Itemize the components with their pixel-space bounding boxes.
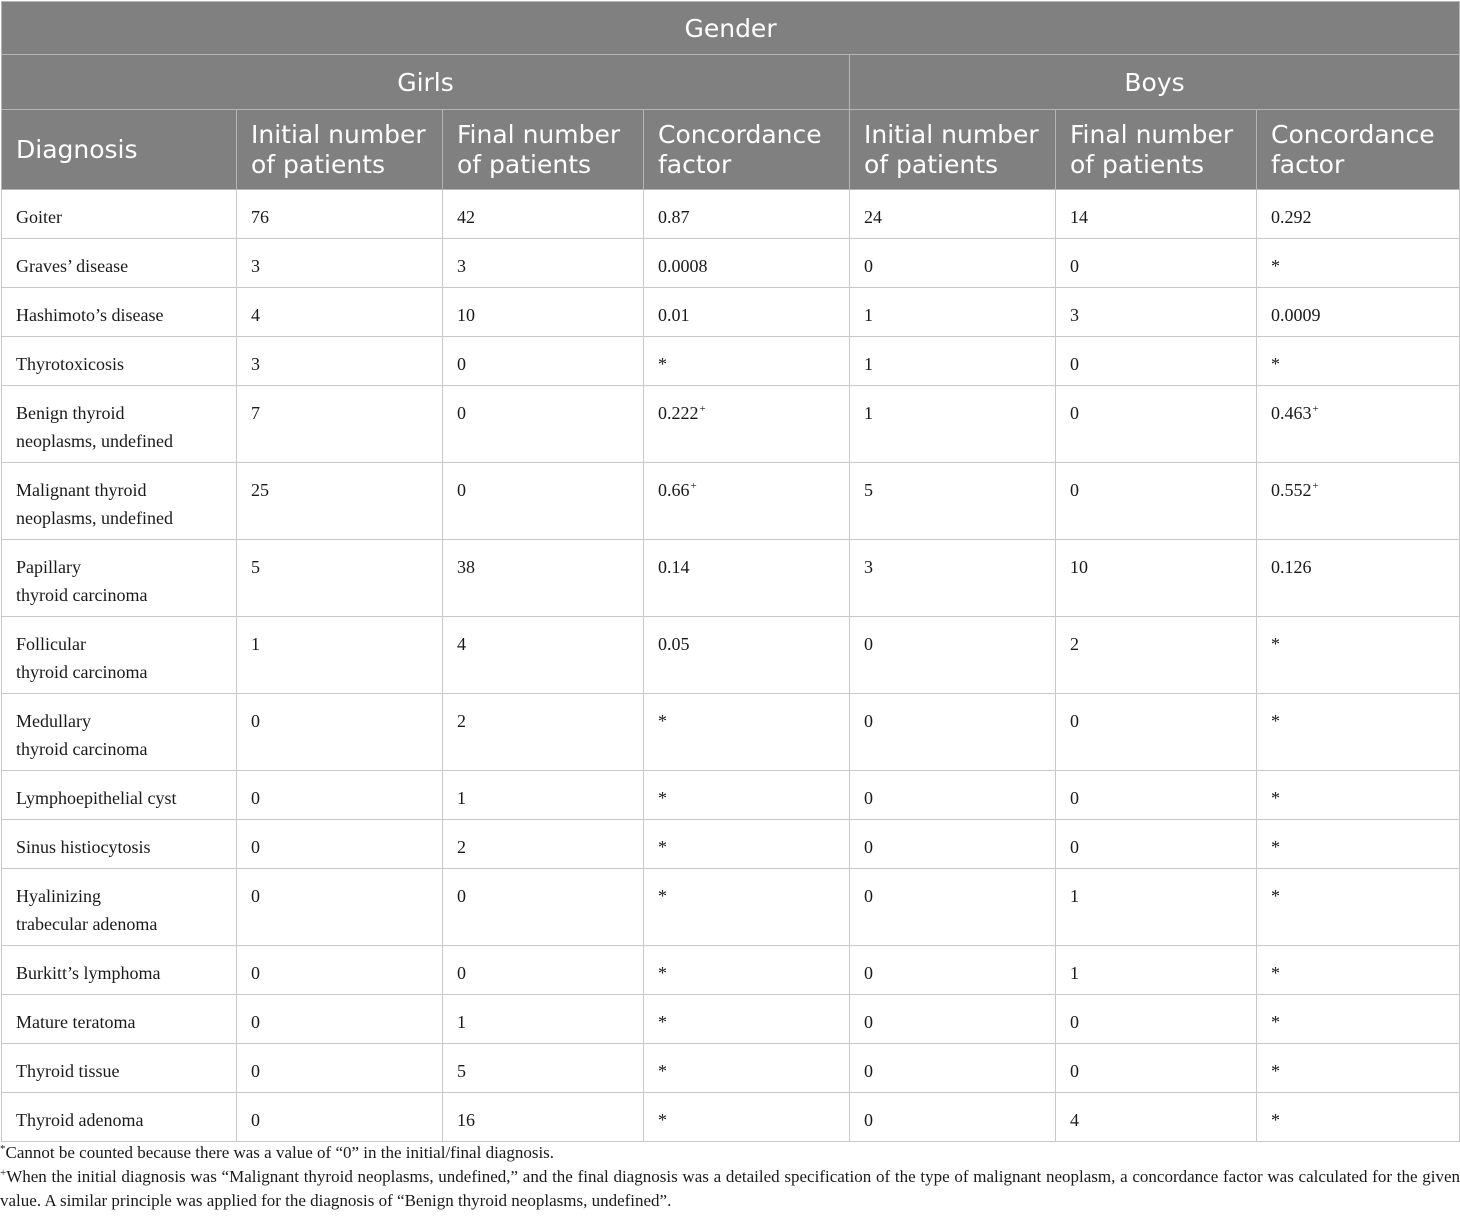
- diagnosis-cell: [2, 771, 237, 820]
- cell-value: *: [1271, 711, 1280, 731]
- boys-initial-cell: [850, 946, 1056, 995]
- boys-initial-cell: [850, 771, 1056, 820]
- diagnosis-line: Thyrotoxicosis: [16, 354, 124, 374]
- diagnosis-line: Benign thyroid: [16, 403, 125, 423]
- cell-value: *: [658, 788, 667, 808]
- table-body: [2, 190, 1460, 1142]
- table-row: [2, 1093, 1460, 1142]
- boys-final-cell: [1056, 239, 1257, 288]
- girls-final-cell: [443, 771, 644, 820]
- cell-value: 0: [1070, 711, 1079, 731]
- cell-value: 0: [457, 963, 466, 983]
- cell-value: 0: [864, 963, 873, 983]
- girls-initial-cell: [237, 288, 443, 337]
- girls-final-cell: [443, 463, 644, 540]
- cell-value: 0: [251, 886, 260, 906]
- boys-concordance-cell: [1257, 946, 1460, 995]
- cell-value: 3: [457, 256, 466, 276]
- boys-concordance-cell: [1257, 694, 1460, 771]
- boys-concordance-cell: [1257, 1044, 1460, 1093]
- boys-final-cell: [1056, 288, 1257, 337]
- cell-value: 3: [1070, 305, 1079, 325]
- cell-value: 0.0008: [658, 256, 708, 276]
- boys-initial-cell: [850, 337, 1056, 386]
- cell-value: *: [658, 837, 667, 857]
- girls-concordance-cell: [644, 946, 850, 995]
- diagnosis-table: [1, 1, 1460, 1142]
- girls-initial-cell: [237, 771, 443, 820]
- diagnosis-line: Lymphoepithelial cyst: [16, 788, 177, 808]
- cell-value: 0.292: [1271, 207, 1312, 227]
- table-row: [2, 463, 1460, 540]
- cell-value: 16: [457, 1110, 475, 1130]
- table-row: [2, 694, 1460, 771]
- cell-value: *: [1271, 1012, 1280, 1032]
- diagnosis-line: Sinus histiocytosis: [16, 837, 151, 857]
- boys-concordance-cell: [1257, 540, 1460, 617]
- cell-value: 4: [1070, 1110, 1079, 1130]
- footnote-star-mark: *: [0, 1143, 6, 1155]
- girls-initial-cell: [237, 820, 443, 869]
- cell-value: 5: [251, 557, 260, 577]
- gender-header: Gender: [2, 2, 1460, 55]
- cell-value: 4: [251, 305, 260, 325]
- boys-final-cell: [1056, 820, 1257, 869]
- diagnosis-cell: [2, 869, 237, 946]
- boys-concordance-cell: [1257, 617, 1460, 694]
- boys-concordance-cell: [1257, 337, 1460, 386]
- footnote-plus: [0, 1165, 1460, 1213]
- cell-value: 0: [864, 837, 873, 857]
- column-header-boys-initial: Initial number of patients: [850, 110, 1056, 190]
- diagnosis-line: Medullary: [16, 711, 91, 731]
- cell-value: 0: [864, 1012, 873, 1032]
- girls-concordance-cell: [644, 869, 850, 946]
- boys-concordance-cell: [1257, 463, 1460, 540]
- boys-final-cell: [1056, 995, 1257, 1044]
- diagnosis-line: Thyroid tissue: [16, 1061, 120, 1081]
- boys-initial-cell: [850, 239, 1056, 288]
- cell-value: 42: [457, 207, 475, 227]
- cell-value: 0.01: [658, 305, 690, 325]
- girls-final-cell: [443, 946, 644, 995]
- cell-value: 5: [457, 1061, 466, 1081]
- cell-value: 1: [457, 788, 466, 808]
- boys-concordance-cell: [1257, 995, 1460, 1044]
- cell-value: 1: [1070, 886, 1079, 906]
- girls-initial-cell: [237, 869, 443, 946]
- cell-value: 10: [1070, 557, 1088, 577]
- table-row: [2, 771, 1460, 820]
- girls-initial-cell: [237, 617, 443, 694]
- diagnosis-cell: [2, 820, 237, 869]
- cell-value: *: [1271, 788, 1280, 808]
- diagnosis-line: Goiter: [16, 207, 62, 227]
- cell-value: 0: [1070, 403, 1079, 423]
- diagnosis-cell: [2, 946, 237, 995]
- girls-concordance-cell: [644, 288, 850, 337]
- boys-final-cell: [1056, 386, 1257, 463]
- diagnosis-cell: [2, 239, 237, 288]
- cell-value: 0.14: [658, 557, 690, 577]
- cell-value: 1: [1070, 963, 1079, 983]
- diagnosis-cell: [2, 1044, 237, 1093]
- table-row: [2, 288, 1460, 337]
- cell-value: 38: [457, 557, 475, 577]
- girls-concordance-cell: [644, 694, 850, 771]
- boys-final-cell: [1056, 617, 1257, 694]
- girls-final-cell: [443, 337, 644, 386]
- cell-value: 0.87: [658, 207, 690, 227]
- boys-initial-cell: [850, 869, 1056, 946]
- diagnosis-line: Hashimoto’s disease: [16, 305, 164, 325]
- footnote-marker: +: [1312, 480, 1319, 492]
- girls-final-cell: [443, 239, 644, 288]
- boys-final-cell: [1056, 771, 1257, 820]
- cell-value: *: [658, 1012, 667, 1032]
- cell-value: 0: [251, 1012, 260, 1032]
- cell-value: *: [658, 1061, 667, 1081]
- diagnosis-cell: [2, 463, 237, 540]
- girls-final-cell: [443, 386, 644, 463]
- boys-initial-cell: [850, 694, 1056, 771]
- girls-concordance-cell: [644, 995, 850, 1044]
- diagnosis-line: neoplasms, undefined: [16, 508, 173, 528]
- cell-value: 0.552: [1271, 480, 1312, 500]
- cell-value: 0.66: [658, 480, 690, 500]
- cell-value: 0.0009: [1271, 305, 1321, 325]
- diagnosis-cell: [2, 386, 237, 463]
- girls-initial-cell: [237, 995, 443, 1044]
- column-header-girls-final: Final number of patients: [443, 110, 644, 190]
- girls-concordance-cell: [644, 771, 850, 820]
- girls-concordance-cell: [644, 386, 850, 463]
- cell-value: 2: [457, 711, 466, 731]
- cell-value: 0: [251, 963, 260, 983]
- girls-initial-cell: [237, 386, 443, 463]
- cell-value: 0: [457, 480, 466, 500]
- footnote-plus-text: When the initial diagnosis was “Malignant thyroid neoplasms, undefined,” and the final diagnosis was a detailed specification of the type of malignant neoplasm, a concordance factor was calculated for the given value. A similar principle was applied for the diagnosis of “Benign thyroid neoplasms, undefined”.: [0, 1167, 1460, 1210]
- cell-value: 7: [251, 403, 260, 423]
- diagnosis-line: Malignant thyroid: [16, 480, 147, 500]
- girls-final-cell: [443, 1093, 644, 1142]
- boys-initial-cell: [850, 1044, 1056, 1093]
- boys-header: Boys: [850, 55, 1460, 110]
- cell-value: 0: [251, 837, 260, 857]
- cell-value: *: [1271, 886, 1280, 906]
- diagnosis-cell: [2, 190, 237, 239]
- boys-initial-cell: [850, 617, 1056, 694]
- cell-value: 3: [864, 557, 873, 577]
- girls-initial-cell: [237, 694, 443, 771]
- cell-value: 0: [1070, 1012, 1079, 1032]
- cell-value: 0: [864, 256, 873, 276]
- girls-concordance-cell: [644, 1093, 850, 1142]
- diagnosis-line: trabecular adenoma: [16, 914, 158, 934]
- cell-value: 5: [864, 480, 873, 500]
- boys-initial-cell: [850, 820, 1056, 869]
- footnote-marker: +: [699, 403, 706, 415]
- diagnosis-line: Graves’ disease: [16, 256, 129, 276]
- cell-value: 0: [251, 1110, 260, 1130]
- diagnosis-cell: [2, 540, 237, 617]
- footnotes: [0, 1141, 1460, 1213]
- girls-concordance-cell: [644, 239, 850, 288]
- cell-value: *: [1271, 1110, 1280, 1130]
- cell-value: 1: [864, 403, 873, 423]
- girls-final-cell: [443, 820, 644, 869]
- diagnosis-line: thyroid carcinoma: [16, 662, 148, 682]
- footnote-star: [0, 1141, 1460, 1165]
- cell-value: 76: [251, 207, 269, 227]
- girls-final-cell: [443, 1044, 644, 1093]
- cell-value: 0: [251, 1061, 260, 1081]
- cell-value: 0.463: [1271, 403, 1312, 423]
- cell-value: 0: [1070, 256, 1079, 276]
- cell-value: 1: [457, 1012, 466, 1032]
- cell-value: 0.222: [658, 403, 699, 423]
- diagnosis-cell: [2, 694, 237, 771]
- cell-value: *: [1271, 1061, 1280, 1081]
- boys-initial-cell: [850, 995, 1056, 1044]
- cell-value: 0: [864, 634, 873, 654]
- table-row: [2, 386, 1460, 463]
- boys-initial-cell: [850, 540, 1056, 617]
- girls-concordance-cell: [644, 617, 850, 694]
- table-row: [2, 239, 1460, 288]
- cell-value: 0: [864, 1061, 873, 1081]
- table-row: [2, 190, 1460, 239]
- cell-value: 0: [251, 788, 260, 808]
- cell-value: 2: [457, 837, 466, 857]
- girls-initial-cell: [237, 337, 443, 386]
- cell-value: 14: [1070, 207, 1088, 227]
- diagnosis-line: Papillary: [16, 557, 81, 577]
- boys-initial-cell: [850, 288, 1056, 337]
- boys-final-cell: [1056, 869, 1257, 946]
- boys-concordance-cell: [1257, 239, 1460, 288]
- girls-final-cell: [443, 995, 644, 1044]
- girls-concordance-cell: [644, 820, 850, 869]
- cell-value: *: [1271, 354, 1280, 374]
- diagnosis-line: Hyalinizing: [16, 886, 101, 906]
- cell-value: *: [658, 963, 667, 983]
- girls-initial-cell: [237, 463, 443, 540]
- table-row: [2, 995, 1460, 1044]
- cell-value: 2: [1070, 634, 1079, 654]
- girls-initial-cell: [237, 540, 443, 617]
- cell-value: 0: [1070, 788, 1079, 808]
- girls-concordance-cell: [644, 1044, 850, 1093]
- cell-value: 25: [251, 480, 269, 500]
- column-header-girls-concordance: Concordance factor: [644, 110, 850, 190]
- diagnosis-cell: [2, 337, 237, 386]
- boys-final-cell: [1056, 463, 1257, 540]
- cell-value: *: [658, 1110, 667, 1130]
- diagnosis-cell: [2, 1093, 237, 1142]
- girls-final-cell: [443, 190, 644, 239]
- footnote-marker: +: [1312, 403, 1319, 415]
- table-row: [2, 337, 1460, 386]
- boys-final-cell: [1056, 1044, 1257, 1093]
- diagnosis-cell: [2, 995, 237, 1044]
- column-header-diagnosis: Diagnosis: [2, 110, 237, 190]
- cell-value: 1: [864, 305, 873, 325]
- cell-value: *: [1271, 837, 1280, 857]
- girls-concordance-cell: [644, 337, 850, 386]
- diagnosis-cell: [2, 617, 237, 694]
- table-row: [2, 540, 1460, 617]
- table-row: [2, 617, 1460, 694]
- girls-final-cell: [443, 694, 644, 771]
- diagnosis-line: neoplasms, undefined: [16, 431, 173, 451]
- girls-concordance-cell: [644, 190, 850, 239]
- cell-value: 3: [251, 354, 260, 374]
- cell-value: 0.126: [1271, 557, 1312, 577]
- boys-initial-cell: [850, 386, 1056, 463]
- cell-value: 24: [864, 207, 882, 227]
- boys-concordance-cell: [1257, 190, 1460, 239]
- boys-final-cell: [1056, 337, 1257, 386]
- girls-header: Girls: [2, 55, 850, 110]
- cell-value: 0: [864, 711, 873, 731]
- cell-value: 1: [864, 354, 873, 374]
- girls-final-cell: [443, 540, 644, 617]
- boys-concordance-cell: [1257, 771, 1460, 820]
- boys-final-cell: [1056, 1093, 1257, 1142]
- diagnosis-line: thyroid carcinoma: [16, 739, 148, 759]
- diagnosis-line: Burkitt’s lymphoma: [16, 963, 161, 983]
- diagnosis-line: Follicular: [16, 634, 86, 654]
- cell-value: 3: [251, 256, 260, 276]
- girls-final-cell: [443, 288, 644, 337]
- cell-value: 4: [457, 634, 466, 654]
- girls-concordance-cell: [644, 463, 850, 540]
- girls-initial-cell: [237, 1044, 443, 1093]
- cell-value: *: [1271, 256, 1280, 276]
- cell-value: 10: [457, 305, 475, 325]
- boys-concordance-cell: [1257, 386, 1460, 463]
- column-header-boys-concordance: Concordance factor: [1257, 110, 1460, 190]
- cell-value: 1: [251, 634, 260, 654]
- cell-value: 0: [1070, 354, 1079, 374]
- cell-value: 0: [864, 1110, 873, 1130]
- cell-value: 0: [457, 354, 466, 374]
- girls-initial-cell: [237, 190, 443, 239]
- boys-final-cell: [1056, 540, 1257, 617]
- cell-value: *: [658, 711, 667, 731]
- footnote-marker: +: [690, 480, 697, 492]
- boys-concordance-cell: [1257, 820, 1460, 869]
- diagnosis-cell: [2, 288, 237, 337]
- cell-value: 0: [1070, 480, 1079, 500]
- boys-final-cell: [1056, 694, 1257, 771]
- cell-value: 0.05: [658, 634, 690, 654]
- cell-value: 0: [457, 403, 466, 423]
- boys-concordance-cell: [1257, 869, 1460, 946]
- table-row: [2, 1044, 1460, 1093]
- cell-value: 0: [1070, 1061, 1079, 1081]
- girls-initial-cell: [237, 1093, 443, 1142]
- boys-final-cell: [1056, 190, 1257, 239]
- boys-concordance-cell: [1257, 288, 1460, 337]
- boys-initial-cell: [850, 1093, 1056, 1142]
- table-row: [2, 869, 1460, 946]
- footnote-star-text: Cannot be counted because there was a value of “0” in the initial/final diagnosis.: [5, 1143, 555, 1162]
- footnote-plus-mark: +: [0, 1167, 7, 1179]
- cell-value: *: [658, 886, 667, 906]
- cell-value: *: [1271, 963, 1280, 983]
- cell-value: 0: [864, 788, 873, 808]
- diagnosis-line: thyroid carcinoma: [16, 585, 148, 605]
- column-header-boys-final: Final number of patients: [1056, 110, 1257, 190]
- cell-value: 0: [251, 711, 260, 731]
- cell-value: *: [1271, 634, 1280, 654]
- boys-concordance-cell: [1257, 1093, 1460, 1142]
- cell-value: 0: [1070, 837, 1079, 857]
- cell-value: *: [658, 354, 667, 374]
- girls-concordance-cell: [644, 540, 850, 617]
- boys-initial-cell: [850, 190, 1056, 239]
- cell-value: 0: [457, 886, 466, 906]
- table-row: [2, 820, 1460, 869]
- diagnosis-line: Mature teratoma: [16, 1012, 136, 1032]
- girls-final-cell: [443, 869, 644, 946]
- table-row: [2, 946, 1460, 995]
- column-header-girls-initial: Initial number of patients: [237, 110, 443, 190]
- girls-final-cell: [443, 617, 644, 694]
- cell-value: 0: [864, 886, 873, 906]
- diagnosis-line: Thyroid adenoma: [16, 1110, 144, 1130]
- boys-final-cell: [1056, 946, 1257, 995]
- girls-initial-cell: [237, 239, 443, 288]
- girls-initial-cell: [237, 946, 443, 995]
- boys-initial-cell: [850, 463, 1056, 540]
